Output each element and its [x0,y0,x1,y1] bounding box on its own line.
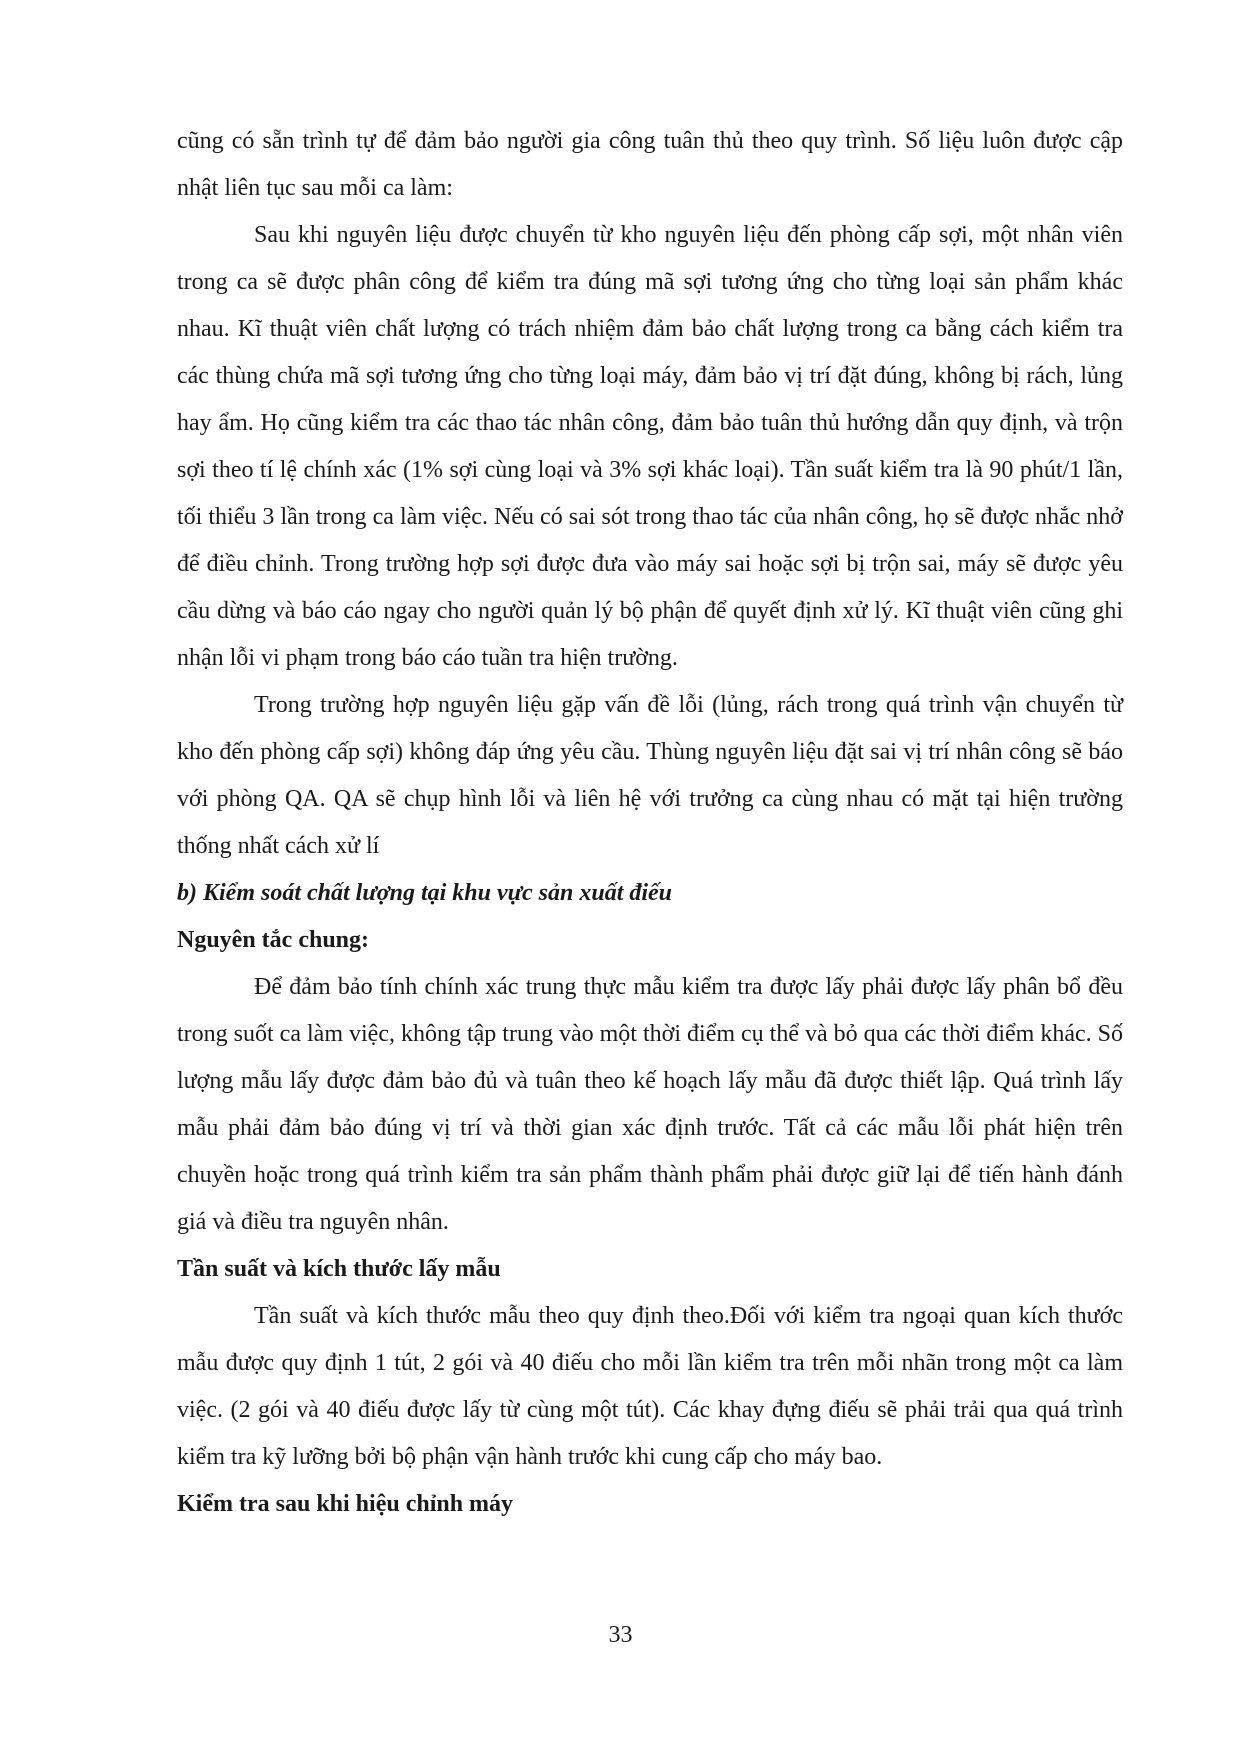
subheading-sampling-frequency: Tần suất và kích thước lấy mẫu [177,1256,501,1282]
page-number: 33 [608,1622,633,1648]
subheading-post-adjustment-check: Kiểm tra sau khi hiệu chỉnh máy [177,1491,514,1517]
paragraph-sampling-frequency: Tần suất và kích thước mẫu theo quy định theo.Đối với kiểm tra ngoại quan kích thước mẫu được quy định 1 tút, 2 gói và 40 điếu cho mỗi lần kiểm tra trên mỗi nhãn trong một ca làm việc. (2 gói và 40 điếu được lấy từ cùng một tút). Các khay đựng điếu sẽ phải trải qua quá trình kiểm tra kỹ lưỡng bởi bộ phận vận hành trước khi cung cấp cho máy bao. [177,1303,1123,1470]
paragraph-continuation: cũng có sẵn trình tự để đảm bảo người gia công tuân thủ theo quy trình. Số liệu luôn được cập nhật liên tục sau mỗi ca làm: [177,128,1123,201]
subheading-general-principles: Nguyên tắc chung: [177,927,370,953]
paragraph-sampling-principles: Để đảm bảo tính chính xác trung thực mẫu kiểm tra được lấy phải được lấy phân bổ đều trong suốt ca làm việc, không tập trung vào một thời điểm cụ thể và bỏ qua các thời điểm khác. Số lượng mẫu lấy được đảm bảo đủ và tuân theo kế hoạch lấy mẫu đã được thiết lập. Quá trình lấy mẫu phải đảm bảo đúng vị trí và thời gian xác định trước. Tất cả các mẫu lỗi phát hiện trên chuyền hoặc trong quá trình kiểm tra sản phẩm thành phẩm phải được giữ lại để tiến hành đánh giá và điều tra nguyên nhân. [177,974,1123,1235]
paragraph-fiber-inspection: Sau khi nguyên liệu được chuyển từ kho nguyên liệu đến phòng cấp sợi, một nhân viên trong ca sẽ được phân công để kiểm tra đúng mã sợi tương ứng cho từng loại sản phẩm khác nhau. Kĩ thuật viên chất lượng có trách nhiệm đảm bảo chất lượng trong ca bằng cách kiểm tra các thùng chứa mã sợi tương ứng cho từng loại máy, đảm bảo vị trí đặt đúng, không bị rách, lủng hay ẩm. Họ cũng kiểm tra các thao tác nhân công, đảm bảo tuân thủ hướng dẫn quy định, và trộn sợi theo tí lệ chính xác (1% sợi cùng loại và 3% sợi khác loại). Tần suất kiểm tra là 90 phút/1 lần, tối thiểu 3 lần trong ca làm việc. Nếu có sai sót trong thao tác của nhân công, họ sẽ được nhắc nhở để điều chỉnh. Trong trường hợp sợi được đưa vào máy sai hoặc sợi bị trộn sai, máy sẽ được yêu cầu dừng và báo cáo ngay cho người quản lý bộ phận để quyết định xử lý. Kĩ thuật viên cũng ghi nhận lỗi vi phạm trong báo cáo tuần tra hiện trường. [177,222,1123,671]
section-heading-cigarette-production: b) Kiểm soát chất lượng tại khu vực sản xuất điếu [177,880,673,906]
page-body [177,118,1123,1528]
paragraph-material-defects: Trong trường hợp nguyên liệu gặp vấn đề lỗi (lủng, rách trong quá trình vận chuyển từ kho đến phòng cấp sợi) không đáp ứng yêu cầu. Thùng nguyên liệu đặt sai vị trí nhân công sẽ báo với phòng QA. QA sẽ chụp hình lỗi và liên hệ với trưởng ca cùng nhau có mặt tại hiện trường thống nhất cách xử lí [177,692,1123,859]
